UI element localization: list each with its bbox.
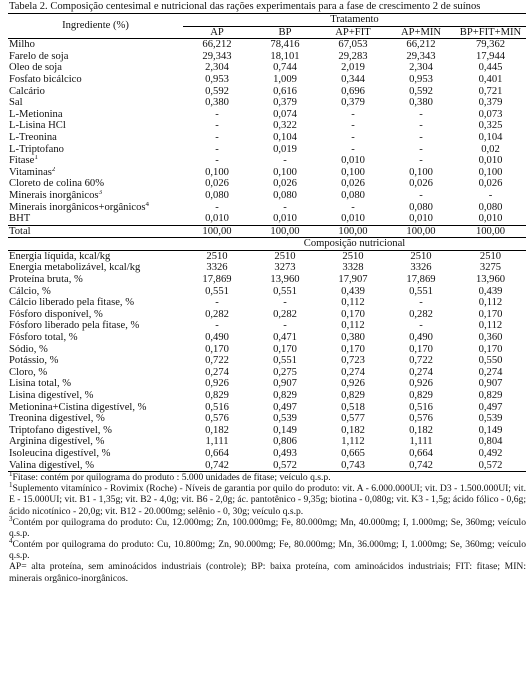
footnote: $^3$Contém por quilograma do produto: Cu, 12.000mg; Zn, 100.000mg; Fe, 80.000mg; Mn, 40.000mg; I, 1.000mg; Se, 360mg; veículo q.s.p. [9, 514, 526, 539]
cell-value: 78,416 [270, 39, 300, 51]
table-row [8, 62, 526, 74]
cell-value: 13,960 [475, 274, 506, 286]
cell-value: 0,722 [205, 355, 229, 367]
row-label: Minerais inorgânicos$^3$ [9, 189, 103, 201]
cell-value: 1,112 [341, 436, 365, 448]
cell-value: 0,829 [478, 390, 503, 401]
cell-value: 13,960 [270, 274, 300, 286]
cell-value: - [283, 201, 287, 213]
cell-value: 0,926 [341, 378, 365, 390]
cell-value: - [419, 143, 423, 155]
cell-value: 2510 [342, 250, 364, 262]
table-row [8, 167, 526, 179]
cell-value: 0,380 [341, 332, 365, 344]
table-row [8, 309, 526, 321]
cell-value: 0,100 [205, 166, 229, 178]
row-label: Isoleucina digestível, % [9, 447, 111, 459]
table-row [8, 425, 526, 437]
table-row [8, 202, 526, 214]
cell-value: - [488, 189, 493, 201]
column-header-4: BP+FIT+MIN [455, 26, 526, 39]
row-label: Minerais inorgânicos+orgânicos$^4$ [9, 201, 150, 213]
row-label: Fósforo total, % [9, 332, 78, 344]
footnote: AP= alta proteína, sem aminoácidos industriais (controle); BP: baixa proteína, com aminoácidos industriais; FIT: fitase; MIN: minerais orgânico-inorgânicos. [9, 561, 526, 584]
cell-value: 0,182 [409, 424, 433, 436]
table-row [8, 97, 526, 109]
cell-value: 0,379 [478, 97, 503, 109]
cell-value: 0,616 [273, 85, 297, 97]
footnote-marker: 3 [98, 189, 103, 196]
cell-value: 0,665 [341, 447, 365, 459]
cell-value: 0,439 [478, 285, 503, 297]
cell-value: 0,170 [478, 308, 503, 320]
cell-value: 100,00 [183, 225, 251, 238]
table-row [8, 213, 526, 225]
footnote-marker: 1 [34, 155, 38, 162]
cell-value: 0,274 [478, 366, 503, 378]
footnotes [8, 472, 526, 584]
cell-value: 0,282 [205, 308, 229, 320]
cell-value: 0,576 [205, 413, 229, 425]
table-row [8, 413, 526, 425]
cell-value: 0,010 [409, 213, 433, 225]
cell-value: 0,170 [273, 343, 297, 355]
cell-value: 0,182 [341, 424, 365, 436]
cell-value: - [419, 120, 423, 132]
table-row [8, 344, 526, 356]
row-label: Milho [9, 39, 35, 51]
cell-value: 0,806 [273, 436, 297, 448]
cell-value: 1,111 [409, 436, 433, 448]
cell-value: - [215, 131, 219, 143]
cell-value: 17,869 [406, 274, 436, 286]
cell-value: 0,743 [319, 460, 387, 472]
footnote-number: 1 [9, 470, 13, 479]
cell-value: 0,380 [205, 97, 229, 109]
cell-value: 0,577 [341, 413, 365, 425]
cell-value: - [283, 320, 287, 332]
cell-value: 0,490 [205, 332, 229, 344]
cell-value: - [351, 131, 355, 143]
cell-value: 0,744 [273, 62, 297, 74]
cell-value: 0,439 [341, 285, 365, 297]
row-label: Fósforo liberado pela fitase, % [9, 320, 140, 332]
row-label: L-Treonina [9, 131, 57, 143]
cell-value: 3328 [342, 262, 364, 274]
cell-value: 66,212 [406, 39, 436, 51]
cell-value: 0,080 [478, 201, 503, 213]
cell-value: - [283, 297, 287, 309]
cell-value: 0,471 [273, 332, 297, 344]
cell-value: 0,073 [478, 108, 503, 120]
cell-value: 0,592 [205, 85, 229, 97]
cell-value: 0,182 [205, 424, 229, 436]
cell-value: 0,723 [341, 355, 365, 367]
table-row [8, 274, 526, 286]
table-row [8, 390, 526, 402]
cell-value: 2,304 [409, 62, 433, 74]
cell-value: - [419, 320, 423, 332]
footnote: $^4$Contém por quilograma do produto: Cu, 10.800mg; Zn, 90.000mg; Fe, 80.000mg; Mn, 36.000mg; I, 1.000mg; Se, 360mg; veículo q.s.p. [9, 537, 526, 562]
cell-value: 17,869 [202, 274, 232, 286]
row-label: Arginina digestível, % [9, 436, 105, 448]
cell-value: 0,539 [273, 413, 297, 425]
cell-value: 0,019 [273, 143, 297, 155]
table-row [8, 320, 526, 332]
row-label: Metionina+Cistina digestível, % [9, 401, 147, 413]
row-label: Sal [9, 97, 23, 109]
cell-value: 0,325 [478, 120, 503, 132]
cell-value: 0,274 [205, 366, 229, 378]
cell-value: 0,907 [478, 378, 503, 390]
row-label: Total [8, 225, 183, 238]
cell-value: - [283, 155, 287, 167]
cell-value: 0,742 [387, 460, 455, 472]
cell-value: - [351, 201, 355, 213]
cell-value: 1,111 [205, 436, 229, 448]
cell-value: - [215, 320, 219, 332]
section-header-row [8, 238, 526, 251]
cell-value: 0,100 [409, 166, 433, 178]
table-row [8, 155, 526, 167]
cell-value: - [419, 297, 423, 309]
cell-value: 0,010 [273, 213, 297, 225]
table-row [8, 460, 526, 472]
row-label: Energia metabolizável, kcal/kg [9, 262, 141, 274]
cell-value: 100,00 [319, 225, 387, 238]
cell-value: 67,053 [338, 39, 368, 51]
cell-value: 0,516 [409, 401, 433, 413]
table-row [8, 190, 526, 202]
cell-value: 0,026 [205, 178, 229, 190]
table-row [8, 250, 526, 262]
cell-value: 0,907 [273, 378, 297, 390]
cell-value: 0,380 [409, 97, 433, 109]
table-row [8, 178, 526, 190]
cell-value: - [215, 143, 219, 155]
row-label: Sódio, % [9, 343, 48, 355]
table-row [8, 132, 526, 144]
cell-value: 18,101 [270, 50, 300, 62]
cell-value: 0,010 [205, 213, 229, 225]
row-label: Lisina total, % [9, 378, 72, 390]
cell-value: 0,722 [409, 355, 433, 367]
cell-value: 0,149 [273, 424, 297, 436]
cell-value: 29,343 [202, 50, 232, 62]
cell-value: 0,551 [205, 285, 229, 297]
cell-value: 0,074 [273, 108, 297, 120]
treatment-header: Tratamento [183, 14, 526, 27]
cell-value: 0,926 [205, 378, 229, 390]
cell-value: 0,490 [409, 332, 433, 344]
cell-value: - [419, 155, 423, 167]
cell-value: 0,149 [478, 424, 503, 436]
cell-value: 0,401 [478, 73, 503, 85]
cell-value: 0,100 [478, 166, 503, 178]
table-row [8, 144, 526, 156]
cell-value: 0,572 [251, 460, 319, 472]
cell-value: 0,010 [341, 213, 365, 225]
cell-value: - [351, 143, 355, 155]
cell-value: 0,551 [273, 285, 297, 297]
cell-value: 0,551 [409, 285, 433, 297]
footnote-number: 1 [9, 481, 13, 490]
cell-value: 0,170 [478, 343, 503, 355]
cell-value: 0,926 [409, 378, 433, 390]
row-label: L-Metionina [9, 108, 63, 120]
row-label: Calcário [9, 85, 45, 97]
row-label: Óleo de soja [9, 62, 62, 74]
page [8, 1, 526, 584]
row-label: L-Lisina HCl [9, 120, 66, 132]
row-label: Farelo de soja [9, 50, 69, 62]
row-label: Energia líquida, kcal/kg [9, 250, 111, 262]
row-label: Fosfato bicálcico [9, 73, 82, 85]
cell-value: 79,362 [475, 39, 506, 51]
cell-value: 0,282 [409, 308, 433, 320]
cell-value: 2510 [410, 250, 432, 262]
cell-value: 0,551 [273, 355, 297, 367]
row-label: Cloreto de colina 60% [9, 178, 105, 190]
cell-value: 0,696 [341, 85, 365, 97]
cell-value: 0,080 [409, 201, 433, 213]
cell-value: 2,019 [341, 62, 365, 74]
cell-value: 0,360 [478, 332, 503, 344]
cell-value: 0,742 [183, 460, 251, 472]
cell-value: - [419, 108, 423, 120]
column-header-3: AP+MIN [387, 26, 455, 39]
column-header-0: AP [183, 26, 251, 39]
cell-value: 0,274 [341, 366, 365, 378]
cell-value: - [419, 189, 423, 201]
cell-value: 0,275 [273, 366, 297, 378]
cell-value: 0,026 [478, 178, 503, 190]
cell-value: 17,944 [475, 50, 506, 62]
cell-value: 0,100 [273, 166, 297, 178]
cell-value: 0,829 [341, 390, 365, 401]
table-row [8, 286, 526, 298]
cell-value: 66,212 [202, 39, 232, 51]
cell-value: 3275 [479, 262, 502, 274]
cell-value: 0,274 [409, 366, 433, 378]
table-caption: Tabela 2. Composição centesimal e nutricional das rações experimentais para a fase de crescimento 2 de suínos [9, 1, 481, 12]
footnote-number: 4 [9, 537, 13, 546]
table-row [8, 51, 526, 63]
table-row [8, 436, 526, 448]
header-row-treatment [8, 14, 526, 27]
row-label: Cálcio, % [9, 285, 51, 297]
cell-value: 0,576 [409, 413, 433, 425]
cell-value: 3326 [410, 262, 432, 274]
cell-value: 0,721 [478, 85, 503, 97]
cell-value: 0,497 [273, 401, 297, 413]
row-label: Fósforo disponível, % [9, 308, 103, 320]
cell-value: 0,518 [341, 401, 365, 413]
cell-value: 0,379 [273, 97, 297, 109]
column-header-2: AP+FIT [319, 26, 387, 39]
row-label: L-Triptofano [9, 143, 64, 155]
cell-value: 0,322 [273, 120, 297, 132]
cell-value: 0,100 [341, 166, 365, 178]
cell-value: 0,026 [273, 178, 297, 190]
cell-value: 0,02 [481, 143, 500, 155]
table-body [8, 14, 526, 472]
cell-value: 0,664 [205, 447, 229, 459]
cell-value: 0,445 [478, 62, 503, 74]
table-row [8, 225, 526, 238]
cell-value: 0,104 [273, 131, 297, 143]
cell-value: 0,170 [341, 308, 365, 320]
cell-value: 0,804 [478, 436, 503, 448]
cell-value: 0,829 [205, 390, 229, 401]
cell-value: 0,080 [273, 189, 297, 201]
cell-value: 100,00 [455, 225, 526, 238]
cell-value: - [215, 108, 219, 120]
row-label: Treonina digestível, % [9, 413, 105, 425]
cell-value: 0,026 [409, 178, 433, 190]
table-row [8, 109, 526, 121]
table-row [8, 120, 526, 132]
row-label: Vitaminas$^2$ [9, 166, 56, 178]
cell-value: 2,304 [205, 62, 229, 74]
cell-value: 1,009 [273, 73, 297, 85]
table-row [8, 39, 526, 51]
cell-value: 2510 [274, 250, 296, 262]
cell-value: 0,344 [341, 73, 365, 85]
footnote-marker: 2 [51, 166, 56, 173]
column-header-1: BP [251, 26, 319, 39]
cell-value: 29,343 [406, 50, 436, 62]
cell-value: 0,112 [478, 297, 503, 309]
footnote: $^1$Fitase: contém por quilograma do produto : 5.000 unidades de fitase; veículo q.s.p. [9, 470, 331, 484]
cell-value: 0,953 [409, 73, 433, 85]
row-label: Lisina digestível, % [9, 390, 94, 401]
row-label: Triptofano digestível, % [9, 424, 112, 436]
cell-value: - [215, 155, 219, 167]
cell-value: 0,112 [341, 320, 365, 332]
cell-value: 0,592 [409, 85, 433, 97]
table-row [8, 355, 526, 367]
table-row [8, 378, 526, 390]
cell-value: 0,170 [205, 343, 229, 355]
table-row [8, 448, 526, 460]
cell-value: 3273 [274, 262, 296, 274]
row-label: Valina digestível, % [8, 460, 183, 472]
cell-value: 2510 [479, 250, 502, 262]
cell-value: 0,112 [478, 320, 503, 332]
cell-value: 0,080 [341, 189, 365, 201]
cell-value: - [351, 120, 355, 132]
row-label: Potássio, % [9, 355, 59, 367]
cell-value: 0,539 [478, 413, 503, 425]
cell-value: 0,080 [205, 189, 229, 201]
cell-value: 0,104 [478, 131, 503, 143]
table-row [8, 297, 526, 309]
cell-value: 0,493 [273, 447, 297, 459]
table-row [8, 402, 526, 414]
table-row [8, 332, 526, 344]
cell-value: 0,282 [273, 308, 297, 320]
cell-value: 0,516 [205, 401, 229, 413]
row-label: Proteína bruta, % [9, 274, 83, 286]
cell-value: 0,010 [341, 155, 365, 167]
table-row [8, 74, 526, 86]
cell-value: - [351, 108, 355, 120]
footnote-number: 3 [9, 514, 13, 523]
cell-value: 0,010 [478, 213, 503, 225]
diet-composition-table [8, 13, 526, 472]
cell-value: 100,00 [387, 225, 455, 238]
cell-value: 17,907 [338, 274, 368, 286]
cell-value: - [215, 201, 219, 213]
footnote: $^1$Suplemento vitamínico - Rovimix (Roche) - Níveis de garantia por quilo do produto: vit. A - 6.000.000UI; vit. D3 - 1.500.000UI; vit. E - 15.000UI; vit. B1 - 1,35g; vit. B2 - 4,0g; vit. B6 - 2,0g; ác. pantotênico - 9,35g; biotina - 0,080g; vit. K3 - 1,5g; ácido fólico - 0,6g; ácido nicotínico - 20,0g; vit. B12 - 20.000mg; selênio - 0, 30g; veículo q.s.p. [9, 481, 526, 517]
cell-value: 0,664 [409, 447, 433, 459]
cell-value: 0,026 [341, 178, 365, 190]
cell-value: 0,829 [273, 390, 297, 401]
table-row [8, 262, 526, 274]
cell-value: 0,953 [205, 73, 229, 85]
cell-value: - [419, 131, 423, 143]
cell-value: 0,010 [478, 155, 503, 167]
row-label: Fitase$^1$ [9, 155, 38, 167]
cell-value: 0,112 [341, 297, 365, 309]
cell-value: 0,492 [478, 447, 503, 459]
cell-value: 3326 [206, 262, 228, 274]
cell-value: 0,572 [455, 460, 526, 472]
cell-value: 0,379 [341, 97, 365, 109]
cell-value: 0,829 [409, 390, 433, 401]
cell-value: 100,00 [251, 225, 319, 238]
table-row [8, 86, 526, 98]
cell-value: 0,170 [341, 343, 365, 355]
cell-value: - [215, 297, 219, 309]
row-label: BHT [9, 213, 31, 225]
cell-value: 0,497 [478, 401, 503, 413]
ingredient-column-header: Ingrediente (%) [8, 14, 183, 39]
footnote-marker: 4 [145, 201, 150, 208]
cell-value: - [215, 120, 219, 132]
row-label: Cloro, % [9, 366, 48, 378]
nutrition-section-title: Composição nutricional [183, 238, 526, 251]
cell-value: 29,283 [338, 50, 368, 62]
cell-value: 0,170 [409, 343, 433, 355]
cell-value: 2510 [206, 250, 228, 262]
row-label: Cálcio liberado pela fitase, % [9, 297, 135, 309]
table-row [8, 367, 526, 379]
cell-value: 0,550 [478, 355, 503, 367]
